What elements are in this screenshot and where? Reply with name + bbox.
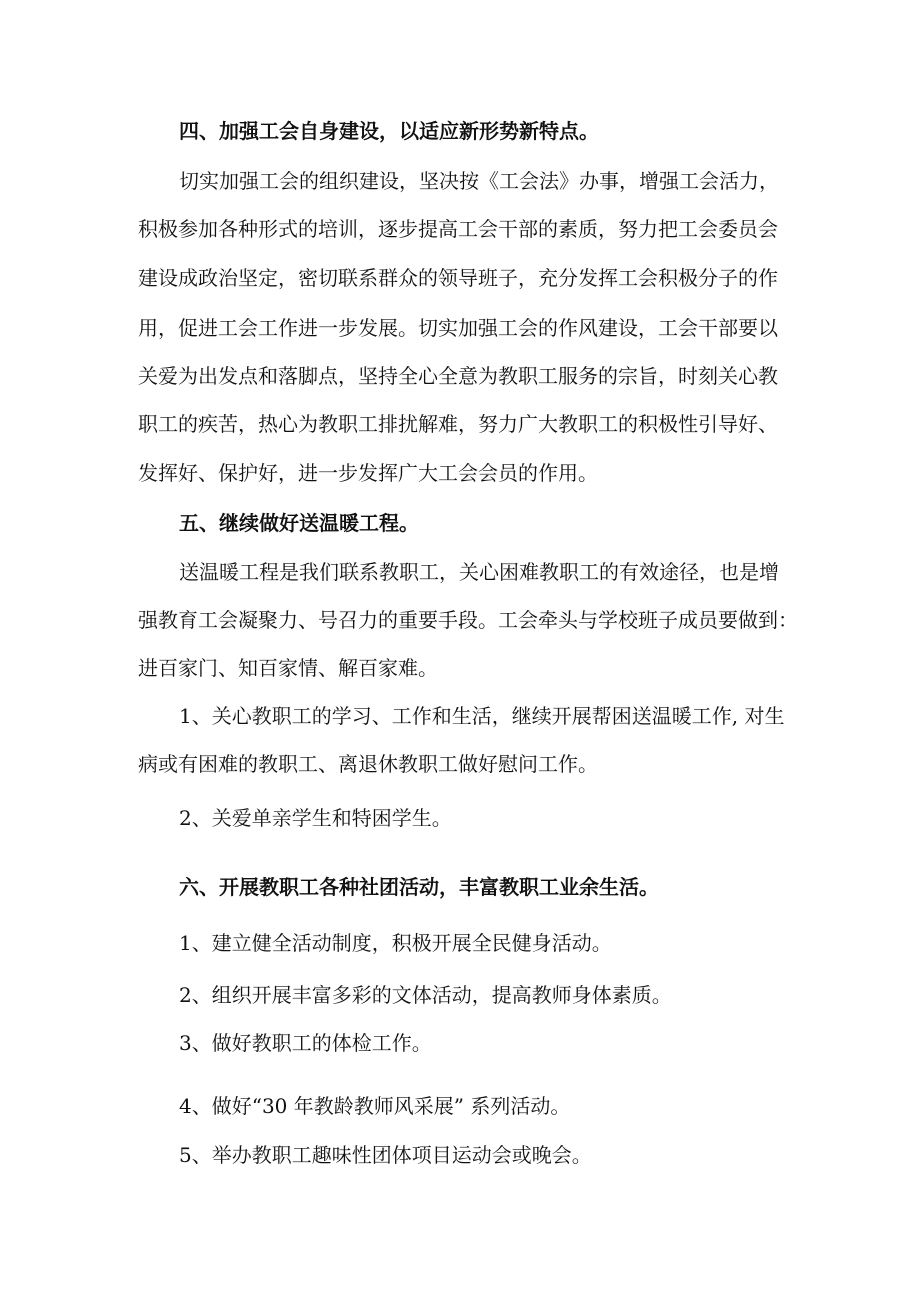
section-4-para-line: 积极参加各种形式的培训，逐步提高工会干部的素质，努力把工会委员会 [138,217,778,241]
section-5-heading: 五、继续做好送温暖工程。 [179,511,419,535]
section-4-para-line: 关爱为出发点和落脚点，坚持全心全意为教职工服务的宗旨，时刻关心教 [138,364,778,388]
section-4-heading: 四、加强工会自身建设，以适应新形势新特点。 [179,119,599,143]
section-6-item: 2、组织开展丰富多彩的文体活动，提高教师身体素质。 [179,983,672,1007]
section-4-para-line: 职工的疾苦，热心为教职工排扰解难，努力广大教职工的积极性引导好、 [138,412,778,436]
section-6-item: 3、做好教职工的体检工作。 [179,1031,432,1055]
section-4-para-line: 发挥好、保护好，进一步发挥广大工会会员的作用。 [138,461,598,485]
section-4-para-line: 建设成政治坚定，密切联系群众的领导班子，充分发挥工会积极分子的作 [138,266,778,290]
section-4-para-line: 切实加强工会的组织建设，坚决按《工会法》办事，增强工会活力， [179,169,779,193]
section-6-item: 1、建立健全活动制度，积极开展全民健身活动。 [179,931,612,955]
section-6-item: 5、举办教职工趣味性团体项目运动会或晚会。 [179,1143,592,1167]
section-5-para-line: 进百家门、知百家情、解百家难。 [138,656,438,680]
section-6-item: 4、做好“30 年教龄教师风采展” 系列活动。 [179,1094,571,1118]
section-5-para-line: 送温暖工程是我们联系教职工，关心困难教职工的有效途径，也是增 [179,560,779,584]
section-5-item-2: 2、关爱单亲学生和特困学生。 [179,806,452,830]
section-5-item-1-line: 病或有困难的教职工、离退休教职工做好慰问工作。 [138,752,598,776]
section-6-heading: 六、开展教职工各种社团活动，丰富教职工业余生活。 [179,875,659,899]
section-4-para-line: 用，促进工会工作进一步发展。切实加强工会的作风建设，工会干部要以 [138,316,778,340]
section-5-item-1-line: 1、关心教职工的学习、工作和生活，继续开展帮困送温暖工作, 对生 [179,704,785,728]
section-5-para-line: 强教育工会凝聚力、号召力的重要手段。工会牵头与学校班子成员要做到： [138,608,798,632]
